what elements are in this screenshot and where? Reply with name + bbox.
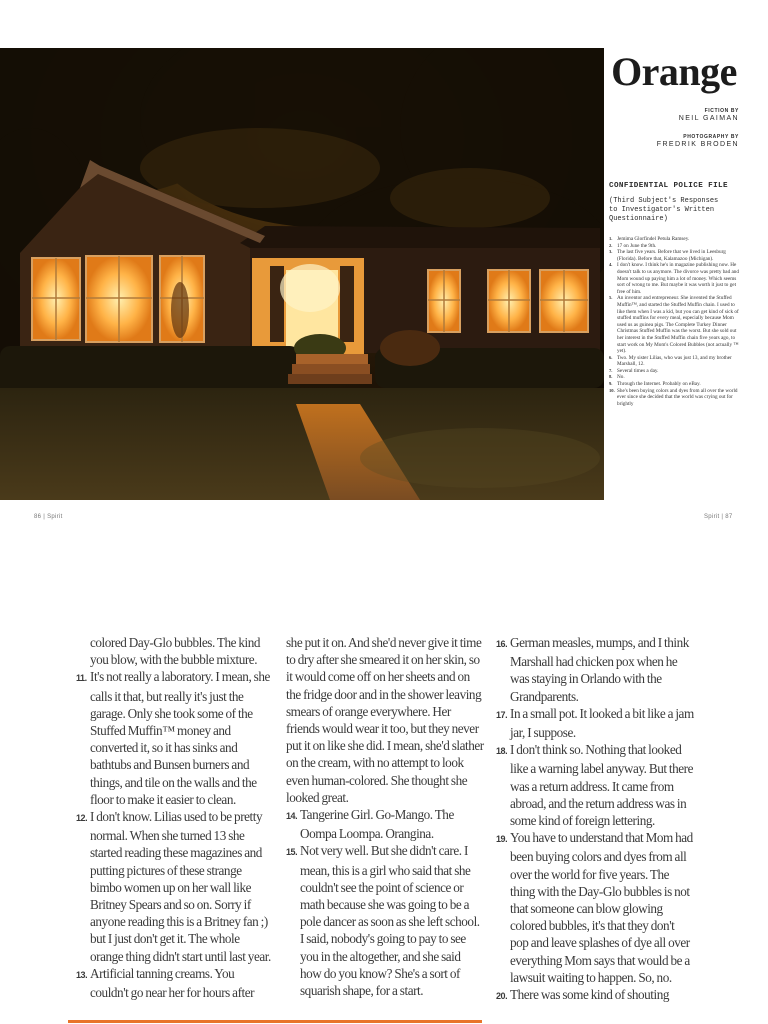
answer-number: 12. — [76, 813, 88, 824]
answer-number: 8. — [609, 374, 613, 380]
answer-text: No. — [617, 374, 625, 381]
answer-text: 17 on June the 9th. — [617, 242, 657, 249]
answer-number: 10. — [609, 387, 615, 393]
folio-right: Spirit | 87 — [704, 514, 733, 520]
answer-number: 20. — [496, 991, 508, 1002]
title-sidebar — [609, 48, 739, 500]
list-item — [609, 374, 739, 381]
answer-text: I don't know. I think he's in magazine publishing now. He doesn't talk to us anymore. The divorce was pretty bad and Mom wound up paying him a lot of money. Which seems sort of wrong to me. But maybe it was worth it just to get free of him. — [617, 262, 739, 295]
answer-text: Jemima Glorfindel Petula Ramsey. — [617, 236, 690, 242]
answer-text: It's not really a laboratory. I mean, she calls it that, but really it's just the garage. Only she took some of the Stuffed Muffin™ money and converted it, so it has sinks and bathtubs and Bunsen burners and things, and tile on the walls and the floor to make it easier to clean. — [90, 669, 270, 807]
answer-number: 17. — [496, 709, 508, 720]
answer-text: In a small pot. It looked a bit like a jam jar, I suppose. — [510, 705, 694, 741]
answer-number: 14. — [286, 811, 298, 822]
answer-number: 15. — [286, 847, 298, 858]
body-column-1 — [76, 634, 274, 1001]
answer-text: Several times a day. — [617, 367, 659, 374]
fiction-by-label: FICTION BY — [704, 108, 739, 114]
paragraph: she put it on. And she'd never give it time to dry after she smeared it on her skin, so it would come off on her sheets and on the fridge door and in the shower leaving smears of orange everywhere. Her friends would wear it too, but they never put it on like she did. I mean, she'd slather on the cream, with no attempt to look even human-colored. She thought she looked great. — [286, 635, 484, 805]
photographer-name: FREDRIK BRODEN — [656, 141, 739, 148]
list-item — [609, 295, 739, 354]
answer-number: 6. — [609, 354, 613, 360]
list-item — [496, 986, 694, 1005]
answer-text: She's been buying colors and dyes from all over the world ever since she decided that the world was crying out for brightly — [617, 387, 738, 407]
answer-text: I don't think so. Nothing that looked like a warning label anyway. But there was a return address. It came from abroad, and the return address was in some kind of foreign lettering. — [510, 742, 694, 829]
list-item — [609, 368, 739, 375]
answer-text: Two. My sister Lilias, who was just 13, and my brother Marshall, 12. — [617, 354, 732, 368]
answer-text: Through the Internet. Probably on eBay. — [617, 381, 701, 388]
answer-number: 18. — [496, 746, 508, 757]
list-item — [496, 741, 694, 829]
list-item — [609, 249, 739, 262]
body-column-2 — [286, 634, 484, 999]
list-item — [76, 808, 274, 965]
list-item — [609, 262, 739, 295]
list-item — [286, 842, 484, 999]
answer-text: Artificial tanning creams. You couldn't go near her for hours after — [90, 965, 255, 1001]
paragraph: colored Day-Glo bubbles. The kind you blow, with the bubble mixture. — [90, 635, 261, 668]
questionnaire-subheading: (Third Subject's Responses to Investigator's Written Questionnaire) — [609, 197, 719, 223]
answer-text: There was some kind of shouting — [510, 987, 669, 1003]
answer-number: 4. — [609, 262, 613, 268]
answer-text: I don't know. Lilias used to be pretty normal. When she turned 13 she started reading these magazines and putting pictures of these strange bimbo women up on her wall like Britney Spears and so on. Sorry if anyone reading this is a Britney fan ;) but I just don't get it. The whole orange thing didn't start until last year. — [90, 809, 271, 964]
list-item — [496, 634, 694, 705]
answer-text: You have to understand that Mom had been buying colors and dyes from all over the world for five years. The thing with the Day-Glo bubbles is not that someone can blow glowing colored bubbles, it's that they don't pop and leave splashes of dye all over everything Mom says that would be a lawsuit waiting to happen. So, no. — [510, 830, 693, 985]
answer-number: 5. — [609, 295, 613, 301]
list-item — [609, 381, 739, 388]
answer-number: 11. — [76, 673, 87, 684]
author-name: NEIL GAIMAN — [678, 115, 739, 122]
orange-rule — [68, 1020, 482, 1023]
answer-text: An inventor and entrepreneur. She invented the Stuffed Muffin™, and started the Stuffed Muffin chain. I used to like them when I was a kid, but you can get kind of sick of stuffed muffins for every meal, especially because Mom used us as guinea pigs. The Complete Turkey Dinner Christmas Stuffed Muffin was the worst. But she sold out her interest in the Stuffed Muffin chain five years ago, to start work on My Mom's Colored Bubbles (not actually ™ yet). — [617, 295, 739, 355]
list-item — [609, 355, 739, 368]
answer-number: 2. — [609, 242, 613, 248]
questionnaire-answers-list — [609, 236, 739, 407]
confidential-file-heading: CONFIDENTIAL POLICE FILE — [609, 182, 728, 190]
list-item — [76, 668, 274, 808]
answer-number: 16. — [496, 639, 508, 649]
list-item — [496, 705, 694, 741]
photography-by-label: PHOTOGRAPHY BY — [683, 134, 739, 140]
answer-number: 3. — [609, 249, 613, 255]
answer-number: 9. — [609, 381, 613, 387]
list-item — [609, 236, 739, 243]
answer-text: Not very well. But she didn't care. I mean, this is a girl who said that she couldn't see the point of science or math because she was going to be a pole dancer as soon as she left school. I said, nobody's going to pay to see you in the altogether, and she said how do you know? She's a sort of squarish shape, for a start. — [300, 843, 480, 999]
house-photograph — [0, 48, 604, 500]
answer-number: 7. — [609, 367, 613, 373]
list-item — [76, 965, 274, 1001]
answer-text: The last five years. Before that we lived in Leesburg (Florida). Before that, Kalamazoo (Michigan). — [617, 249, 726, 262]
list-item — [609, 388, 739, 408]
story-title: Orange — [611, 49, 737, 94]
answer-number: 1. — [609, 236, 613, 241]
answer-number: 13. — [76, 969, 88, 980]
list-item — [286, 806, 484, 842]
answer-text: German measles, mumps, and I think Marshall had chicken pox when he was staying in Orlando with the Grandparents. — [510, 635, 689, 704]
answer-text: Tangerine Girl. Go-Mango. The Oompa Loompa. Orangina. — [300, 807, 454, 842]
house-photo-illustration — [0, 48, 604, 500]
answer-number: 19. — [496, 834, 508, 845]
body-column-3 — [496, 634, 694, 1005]
folio-left: 86 | Spirit — [34, 514, 63, 520]
list-item — [496, 829, 694, 986]
